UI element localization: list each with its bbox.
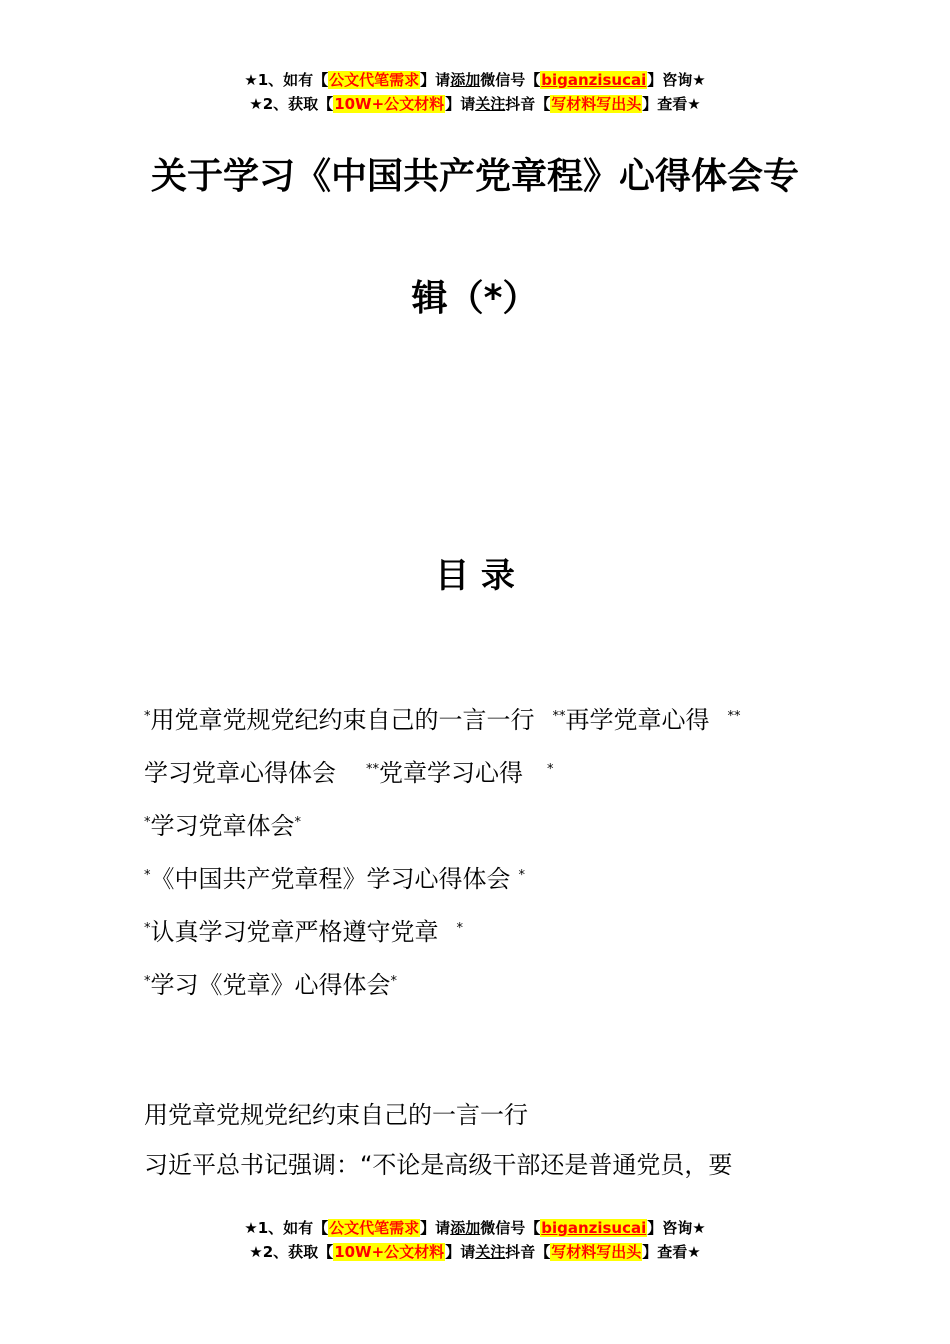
header-banner: [0, 68, 950, 116]
banner-line-1: [0, 68, 950, 92]
banner-highlight: 10W+公文材料: [334, 1243, 445, 1261]
asterisk-mark: *: [518, 868, 525, 883]
banner-text: 】查看★: [642, 1243, 701, 1261]
asterisk-mark: **: [552, 709, 566, 724]
toc-line: [144, 957, 824, 1010]
banner-underlined-text: 添加: [450, 1219, 481, 1237]
banner-text: 】请: [445, 1243, 476, 1261]
asterisk-mark: **: [727, 709, 741, 724]
banner-text: 微信号【: [480, 1219, 541, 1237]
asterisk-mark: *: [144, 921, 151, 936]
asterisk-mark: *: [294, 815, 301, 830]
banner-line-1: [0, 1216, 950, 1240]
banner-highlight: 公文代笔需求: [329, 1219, 420, 1237]
toc-item: 《中国共产党章程》学习心得体会: [150, 865, 511, 893]
toc-line: [144, 692, 824, 745]
banner-underlined-text: 关注: [475, 95, 506, 113]
asterisk-mark: *: [547, 762, 554, 777]
section-heading: 用党章党规党纪约束自己的一言一行: [144, 1101, 528, 1129]
toc-line: [144, 745, 824, 798]
footer-banner: [0, 1216, 950, 1264]
asterisk-mark: *: [390, 974, 397, 989]
banner-text: 微信号【: [480, 71, 541, 89]
asterisk-mark: *: [144, 868, 151, 883]
banner-highlight: 10W+公文材料: [334, 95, 445, 113]
banner-text: 】请: [420, 1219, 451, 1237]
banner-line-2: [0, 1240, 950, 1264]
table-of-contents: [144, 692, 824, 1010]
toc-line: [144, 904, 824, 957]
douyin-highlight: 写材料写出头: [551, 1243, 642, 1261]
banner-text: ★1、如有【: [244, 1219, 329, 1237]
toc-item: 再学党章心得: [565, 706, 710, 734]
banner-text: 抖音【: [505, 1243, 551, 1261]
document-title-line-2: 辑（*）: [411, 278, 539, 319]
wechat-id-highlight: biganzisucai: [541, 71, 647, 89]
banner-highlight: 公文代笔需求: [329, 71, 420, 89]
toc-item: 学习党章心得体会: [144, 759, 336, 787]
banner-text: 抖音【: [505, 95, 551, 113]
asterisk-mark: *: [144, 974, 151, 989]
toc-item: 党章学习心得: [379, 759, 523, 787]
toc-item: 用党章党规党纪约束自己的一言一行: [150, 706, 535, 734]
wechat-id-highlight: biganzisucai: [541, 1219, 647, 1237]
banner-line-2: [0, 92, 950, 116]
banner-text: 】请: [420, 71, 451, 89]
toc-heading: 目 录: [435, 556, 515, 596]
banner-text: 】请: [445, 95, 476, 113]
asterisk-mark: *: [144, 709, 151, 724]
body-text: [144, 1090, 824, 1190]
banner-underlined-text: 添加: [450, 71, 481, 89]
banner-text: 】查看★: [642, 95, 701, 113]
toc-item: 学习《党章》心得体会: [150, 971, 391, 999]
banner-text: 】咨询★: [647, 71, 706, 89]
document-title-line-1: 关于学习《中国共产党章程》心得体会专: [150, 156, 799, 197]
banner-text: ★2、获取【: [249, 1243, 334, 1261]
asterisk-mark: **: [366, 762, 379, 777]
asterisk-mark: *: [144, 815, 151, 830]
toc-item: 认真学习党章严格遵守党章: [150, 918, 439, 946]
toc-line: [144, 798, 824, 851]
toc-item: 学习党章体会: [150, 812, 295, 840]
douyin-highlight: 写材料写出头: [551, 95, 642, 113]
asterisk-mark: *: [456, 921, 463, 936]
banner-text: ★1、如有【: [244, 71, 329, 89]
banner-text: 】咨询★: [647, 1219, 706, 1237]
paragraph-line: 习近平总书记强调：“不论是高级干部还是普通党员，要: [144, 1151, 733, 1179]
banner-text: ★2、获取【: [249, 95, 334, 113]
banner-underlined-text: 关注: [475, 1243, 506, 1261]
toc-line: [144, 851, 824, 904]
